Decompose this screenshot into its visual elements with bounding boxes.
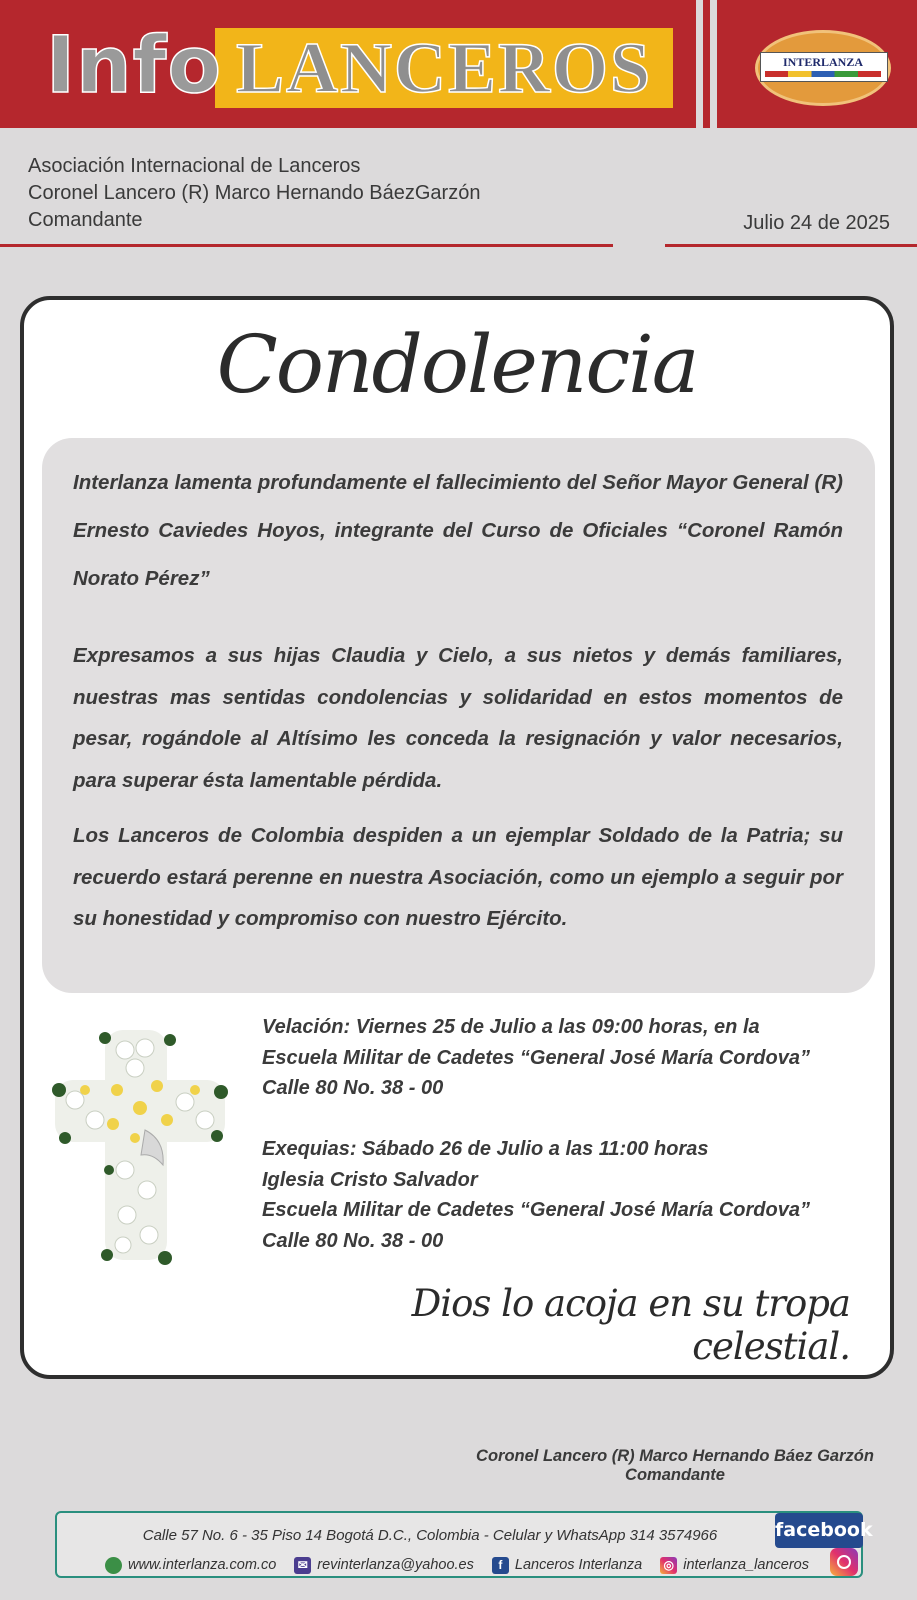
paragraph-condolences: Expresamos a sus hijas Claudia y Cielo, a sus nietos y demás familiares, nuestras mas sentidas condolencias y solidaridad en estos momentos de pesar, rogándole al Altísimo les conceda la resignación y valor necesarios, para superar ésta lamentable pérdida. — [73, 644, 843, 792]
signature-block — [440, 1447, 910, 1485]
wake-address: Calle 80 No. 38 - 00 — [262, 1077, 444, 1099]
divider-line — [665, 244, 917, 247]
organization-block — [28, 153, 480, 234]
funeral-venue: Escuela Militar de Cadetes “General José María Cordova” — [262, 1199, 810, 1221]
mail-icon: ✉ — [294, 1557, 311, 1574]
org-name: Asociación Internacional de Lanceros — [28, 155, 361, 177]
facebook-logo[interactable]: facebook — [775, 1513, 863, 1548]
email-link[interactable]: revinterlanza@yahoo.es — [317, 1557, 474, 1573]
facebook-icon: f — [492, 1557, 509, 1574]
badge-text: INTERLANZA — [782, 55, 863, 69]
facebook-link[interactable]: Lanceros Interlanza — [514, 1557, 643, 1573]
page-title: Condolencia — [216, 318, 698, 411]
wake-time: Velación: Viernes 25 de Julio a las 09:00 horas, en la — [262, 1016, 760, 1038]
signature-role: Comandante — [625, 1466, 725, 1484]
logo-lanceros-text: LANCEROS — [235, 28, 653, 108]
globe-icon — [105, 1557, 122, 1574]
signature-name: Coronel Lancero (R) Marco Hernando Báez Garzón — [476, 1447, 874, 1465]
instagram-icon[interactable] — [830, 1548, 858, 1576]
footer-address: Calle 57 No. 6 - 35 Piso 14 Bogotá D.C., Colombia - Celular y WhatsApp 314 3574966 — [142, 1527, 718, 1544]
org-role: Comandante — [28, 209, 143, 231]
funeral-details — [262, 1134, 882, 1256]
wake-venue: Escuela Militar de Cadetes “General José María Cordova” — [262, 1046, 810, 1069]
paragraph-announcement: Interlanza lamenta profundamente el fallecimiento del Señor Mayor General (R) Ernesto Caviedes Hoyos, integrante del Curso de Oficiales “Coronel Ramón Norato Pérez” — [73, 471, 843, 590]
logo-info-text: Info — [46, 21, 223, 111]
funeral-address: Calle 80 No. 38 - 00 — [262, 1229, 444, 1252]
divider-line — [0, 244, 613, 247]
funeral-time: Exequias: Sábado 26 de Julio a las 11:00 horas — [262, 1138, 709, 1160]
funeral-church: Iglesia Cristo Salvador — [262, 1168, 478, 1191]
header-stripe — [696, 0, 703, 128]
farewell-phrase: Dios lo acoja en su tropa celestial. — [411, 1282, 850, 1368]
header-stripe — [710, 0, 717, 128]
website-link[interactable]: www.interlanza.com.co — [128, 1557, 277, 1573]
issue-date: Julio 24 de 2025 — [743, 212, 890, 234]
instagram-link[interactable]: interlanza_lanceros — [683, 1557, 809, 1573]
wake-details — [262, 1012, 882, 1104]
floral-cross-image — [45, 1020, 235, 1275]
org-commander: Coronel Lancero (R) Marco Hernando BáezGarzón — [28, 182, 481, 204]
paragraph-tribute: Los Lanceros de Colombia despiden a un ejemplar Soldado de la Patria; su recuerdo estará perenne en nuestra Asociación, como un ejemplo a seguir por su honestidad y compromiso con nuestro Ejército. — [73, 824, 843, 930]
footer-contacts — [105, 1555, 809, 1575]
instagram-small-icon: ◎ — [660, 1557, 677, 1574]
badge-flags — [765, 71, 881, 77]
